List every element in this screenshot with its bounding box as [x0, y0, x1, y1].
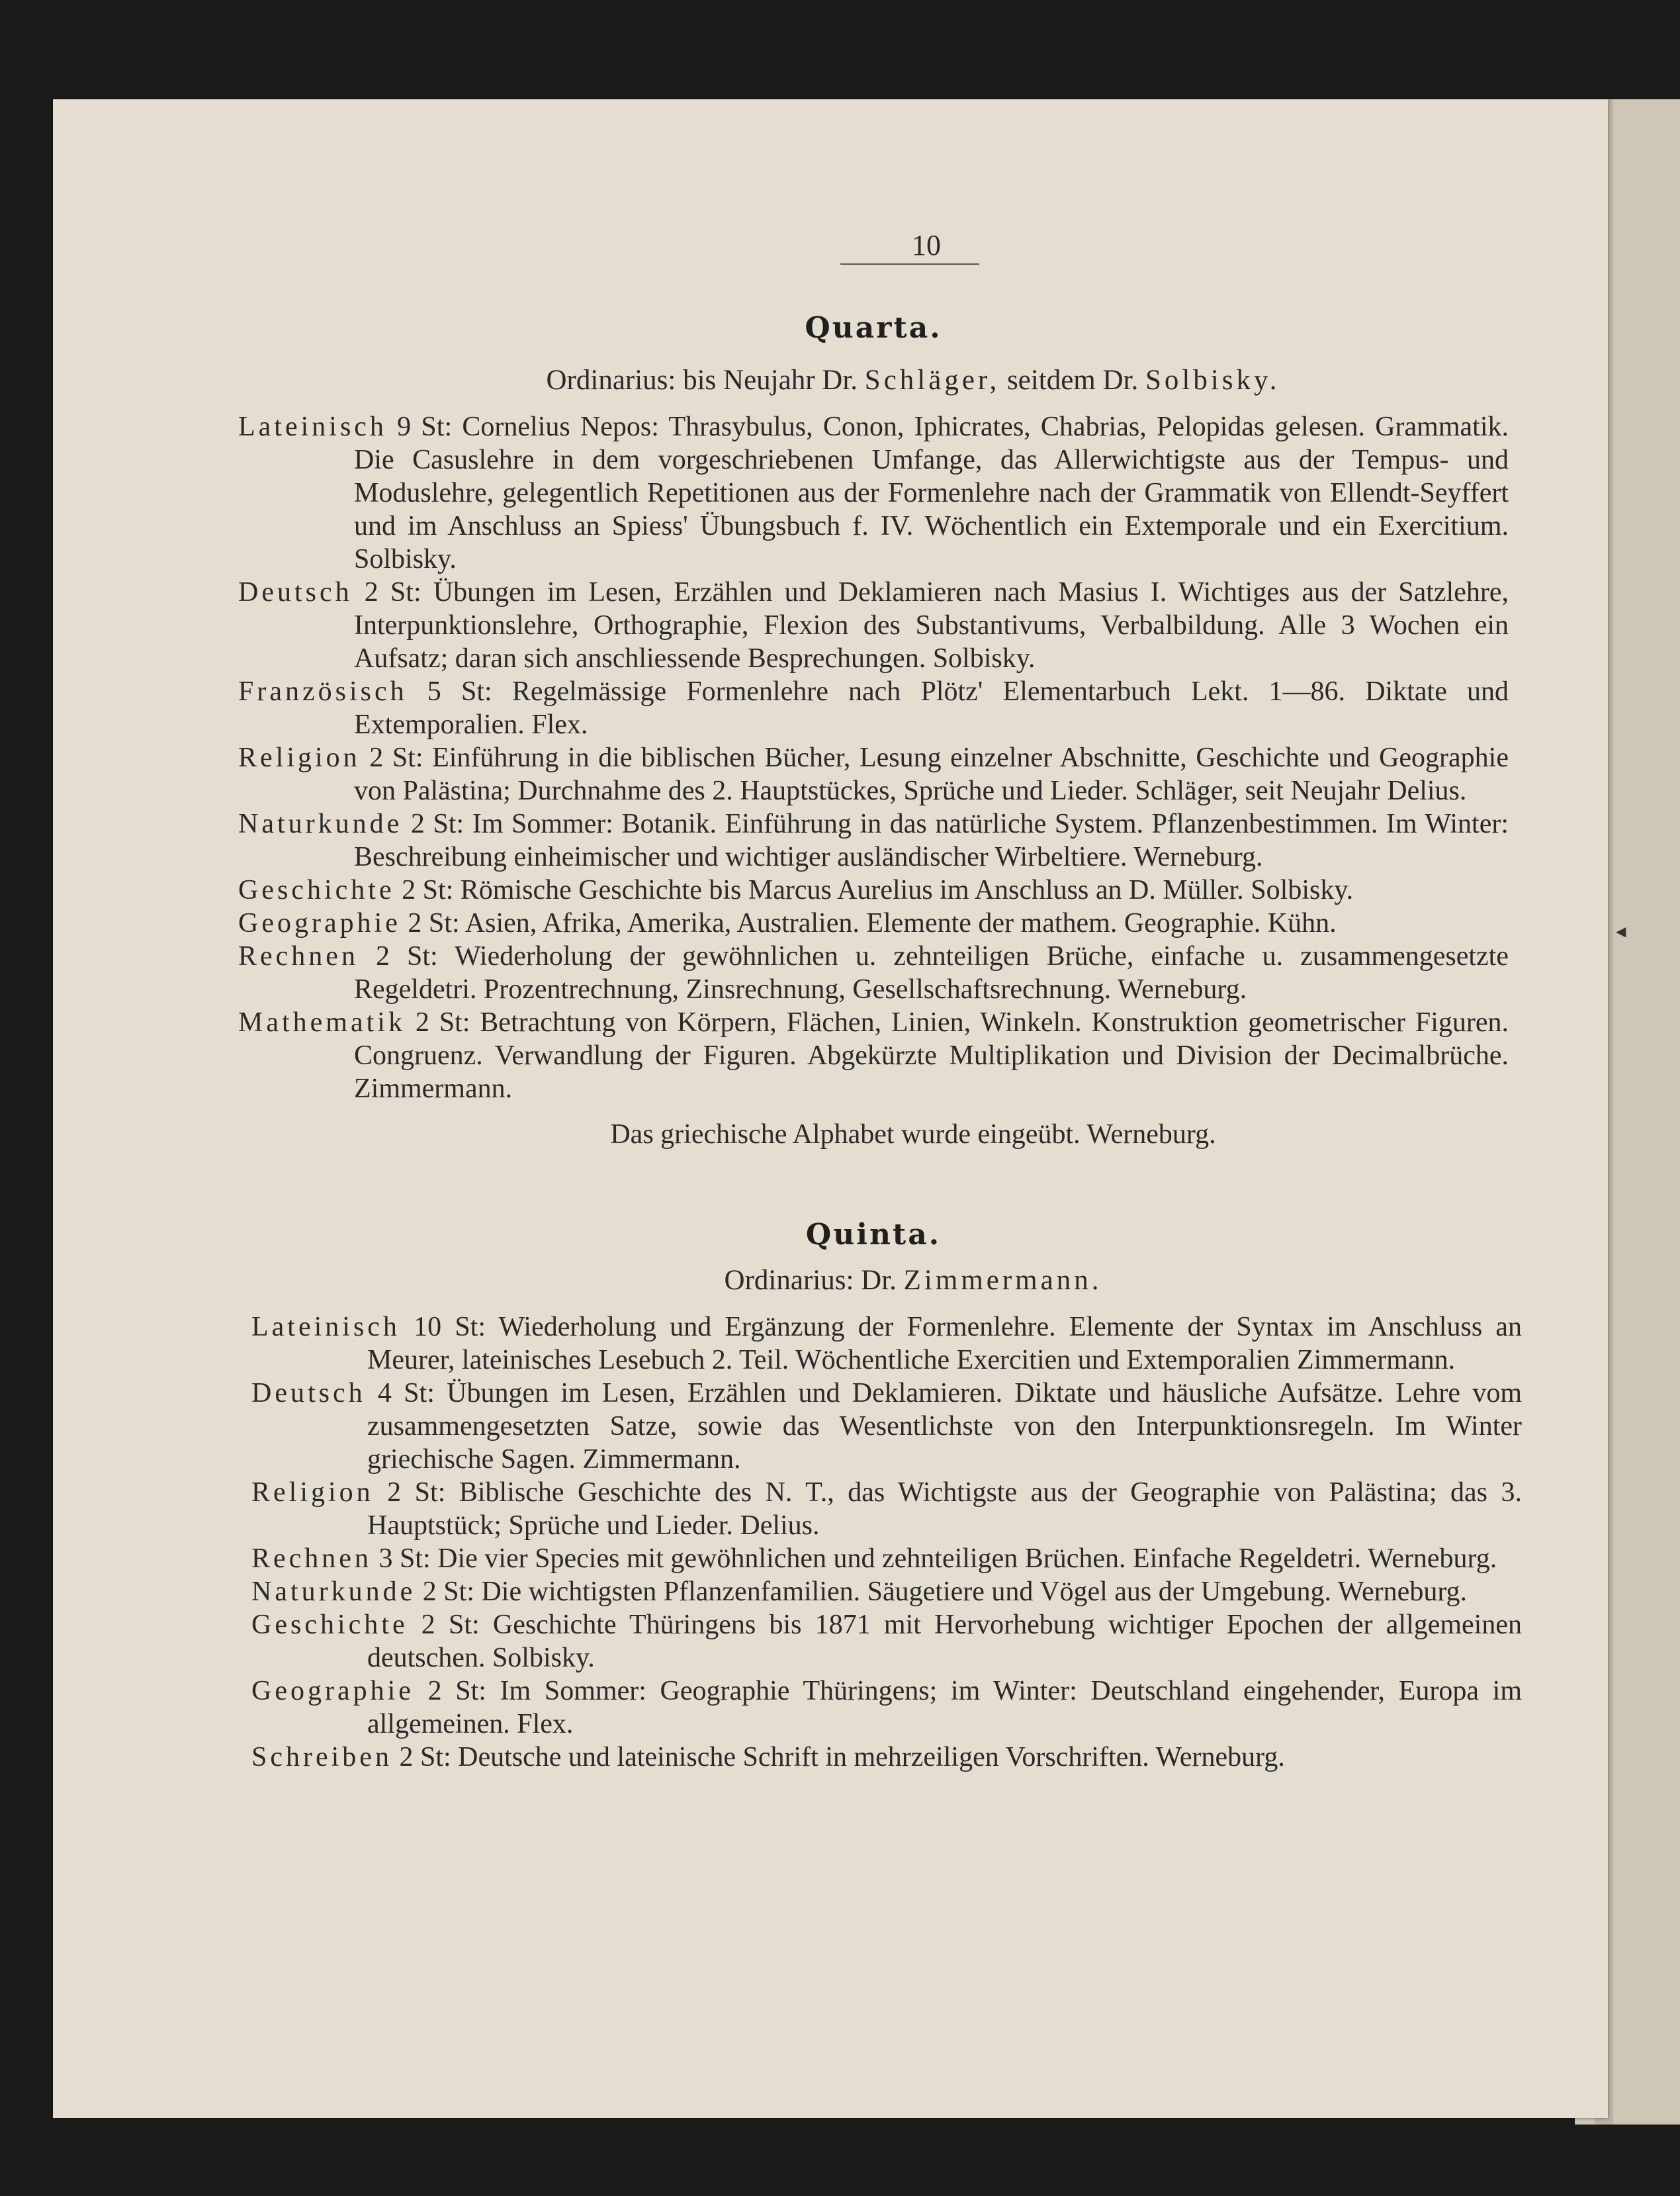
subject-entry [238, 675, 1509, 741]
section-heading-quarta: Quarta. [805, 311, 942, 345]
subject-entry [251, 1377, 1522, 1476]
subject-text: 2 St: Im Sommer: Botanik. Einführung in das natürliche System. Pflanzenbestimmen. Im Winter: Beschreibung einheimischer und wichtiger ausländischer Wirbeltiere. Werneburg. [354, 809, 1509, 872]
subject-text: 2 St: Deutsche und lateinische Schrift in mehrzeiligen Vorschriften. Werneburg. [392, 1742, 1285, 1772]
subject-name: Religion [238, 743, 361, 773]
quinta-ordinarius [384, 1264, 1442, 1297]
subject-text: 2 St: Einführung in die biblischen Bücher, Lesung einzelner Abschnitte, Geschichte und Geographie von Palästina; Durchnahme des 2. Hauptstückes, Sprüche und Lieder. Schläger, seit Neujahr Delius. [354, 743, 1509, 806]
subject-name: Französisch [238, 676, 408, 707]
subject-entry [238, 874, 1509, 907]
ordinarius-prefix: Ordinarius: bis Neujahr Dr. [546, 365, 865, 396]
subject-entry [251, 1575, 1522, 1608]
quinta-subject-list [251, 1310, 1522, 1774]
subject-entry [238, 741, 1509, 807]
subject-entry [251, 1608, 1522, 1674]
quarta-note: Das griechische Alphabet wurde eingeübt. Werneburg. [610, 1119, 1216, 1150]
subject-entry [238, 807, 1509, 874]
subject-name: Religion [251, 1477, 374, 1508]
subject-name: Lateinisch [238, 412, 387, 442]
subject-text: 4 St: Übungen im Lesen, Erzählen und Deklamieren. Diktate und häusliche Aufsätze. Lehre vom zusammengesetzten Satze, sowie das Wesentlichste von den Interpunktionsregeln. Im Winter griechische Sagen. Zimmermann. [365, 1378, 1522, 1475]
subject-text: 2 St: Asien, Afrika, Amerika, Australien. Elemente der mathem. Geographie. Kühn. [400, 908, 1337, 938]
subject-name: Geschichte [238, 875, 395, 905]
subject-entry [238, 576, 1509, 675]
subject-entry [238, 907, 1509, 940]
subject-name: Mathematik [238, 1007, 406, 1038]
subject-text: 3 St: Die vier Species mit gewöhnlichen und zehnteiligen Brüchen. Einfache Regeldetri. Werneburg. [371, 1543, 1497, 1574]
margin-mark: ◀ [1616, 923, 1626, 939]
ordinarius-name-second: Solbisky. [1145, 365, 1280, 396]
subject-name: Naturkunde [238, 809, 403, 839]
quarta-subject-list [238, 410, 1509, 1105]
section-heading-quinta: Quinta. [805, 1218, 942, 1252]
subject-entry [251, 1741, 1522, 1774]
subject-text: 2 St: Römische Geschichte bis Marcus Aurelius im Anschluss an D. Müller. Solbisky. [394, 875, 1354, 905]
ordinarius-prefix: Ordinarius: Dr. [724, 1265, 904, 1296]
subject-text: 2 St: Die wichtigsten Pflanzenfamilien. Säugetiere und Vögel aus der Umgebung. Werneburg. [416, 1577, 1468, 1607]
subject-name: Geographie [238, 908, 401, 938]
subject-name: Geschichte [251, 1610, 408, 1640]
subject-entry [251, 1674, 1522, 1741]
page-number-rule [840, 263, 979, 265]
ordinarius-name: Zimmermann. [903, 1265, 1102, 1296]
subject-text: 2 St: Übungen im Lesen, Erzählen und Deklamieren nach Masius I. Wichtiges aus der Satzlehre, Interpunktionslehre, Orthographie, Flexion des Substantivums, Verbalbildung. Alle 3 Wochen ein Aufsatz; daran sich anschliessende Besprechungen. Solbisky. [352, 577, 1509, 674]
subject-entry [238, 1006, 1509, 1105]
ordinarius-name-first: Schläger, [864, 365, 1000, 396]
subject-name: Naturkunde [251, 1577, 416, 1607]
ordinarius-middle: seitdem Dr. [1000, 365, 1145, 396]
subject-name: Lateinisch [251, 1312, 400, 1342]
subject-name: Schreiben [251, 1742, 392, 1772]
subject-name: Deutsch [238, 577, 353, 608]
document-page [53, 99, 1608, 2118]
page-number: 10 [912, 229, 941, 261]
subject-name: Geographie [251, 1676, 414, 1706]
subject-text: 9 St: Cornelius Nepos: Thrasybulus, Conon, Iphicrates, Chabrias, Pelopidas gelesen. Grammatik. Die Casuslehre in dem vorgeschriebenen Umfange, das Allerwichtigste aus der Tempus- und Moduslehre, gelegentlich Repetitionen aus der Formenlehre nach der Grammatik von Ellendt-Seyffert und im Anschluss an Spiess' Übungsbuch f. IV. Wöchentlich ein Extemporale und ein Exercitium. Solbisky. [354, 412, 1509, 574]
subject-name: Deutsch [251, 1378, 366, 1408]
subject-text: 2 St: Biblische Geschichte des N. T., das Wichtigste aus der Geographie von Palästina; das 3. Hauptstück; Sprüche und Lieder. Delius. [367, 1477, 1522, 1541]
subject-entry [251, 1542, 1522, 1575]
subject-text: 2 St: Betrachtung von Körpern, Flächen, Linien, Winkeln. Konstruktion geometrischer Figuren. Congruenz. Verwandlung der Figuren. Abgekürzte Multiplikation und Division der Decimalbrüche. Zimmermann. [354, 1007, 1509, 1104]
subject-entry [251, 1310, 1522, 1377]
subject-entry [238, 940, 1509, 1006]
subject-text: 5 St: Regelmässige Formenlehre nach Plötz' Elementarbuch Lekt. 1—86. Diktate und Extemporalien. Flex. [354, 676, 1509, 740]
subject-text: 2 St: Im Sommer: Geographie Thüringens; im Winter: Deutschland eingehender, Europa im allgemeinen. Flex. [367, 1676, 1522, 1739]
subject-text: 10 St: Wiederholung und Ergänzung der Formenlehre. Elemente der Syntax im Anschluss an Meurer, lateinisches Lesebuch 2. Teil. Wöchentliche Exercitien und Extemporalien Zimmermann. [367, 1312, 1522, 1375]
subject-entry [251, 1476, 1522, 1542]
subject-name: Rechnen [238, 941, 359, 972]
subject-text: 2 St: Wiederholung der gewöhnlichen u. zehnteiligen Brüche, einfache u. zusammengesetzte Regeldetri. Prozentrechnung, Zinsrechnung, Gesellschaftsrechnung. Werneburg. [354, 941, 1509, 1005]
quarta-ordinarius [384, 364, 1442, 396]
subject-entry [238, 410, 1509, 576]
subject-text: 2 St: Geschichte Thüringens bis 1871 mit Hervorhebung wichtiger Epochen der allgemeinen deutschen. Solbisky. [367, 1610, 1522, 1673]
subject-name: Rechnen [251, 1543, 372, 1574]
